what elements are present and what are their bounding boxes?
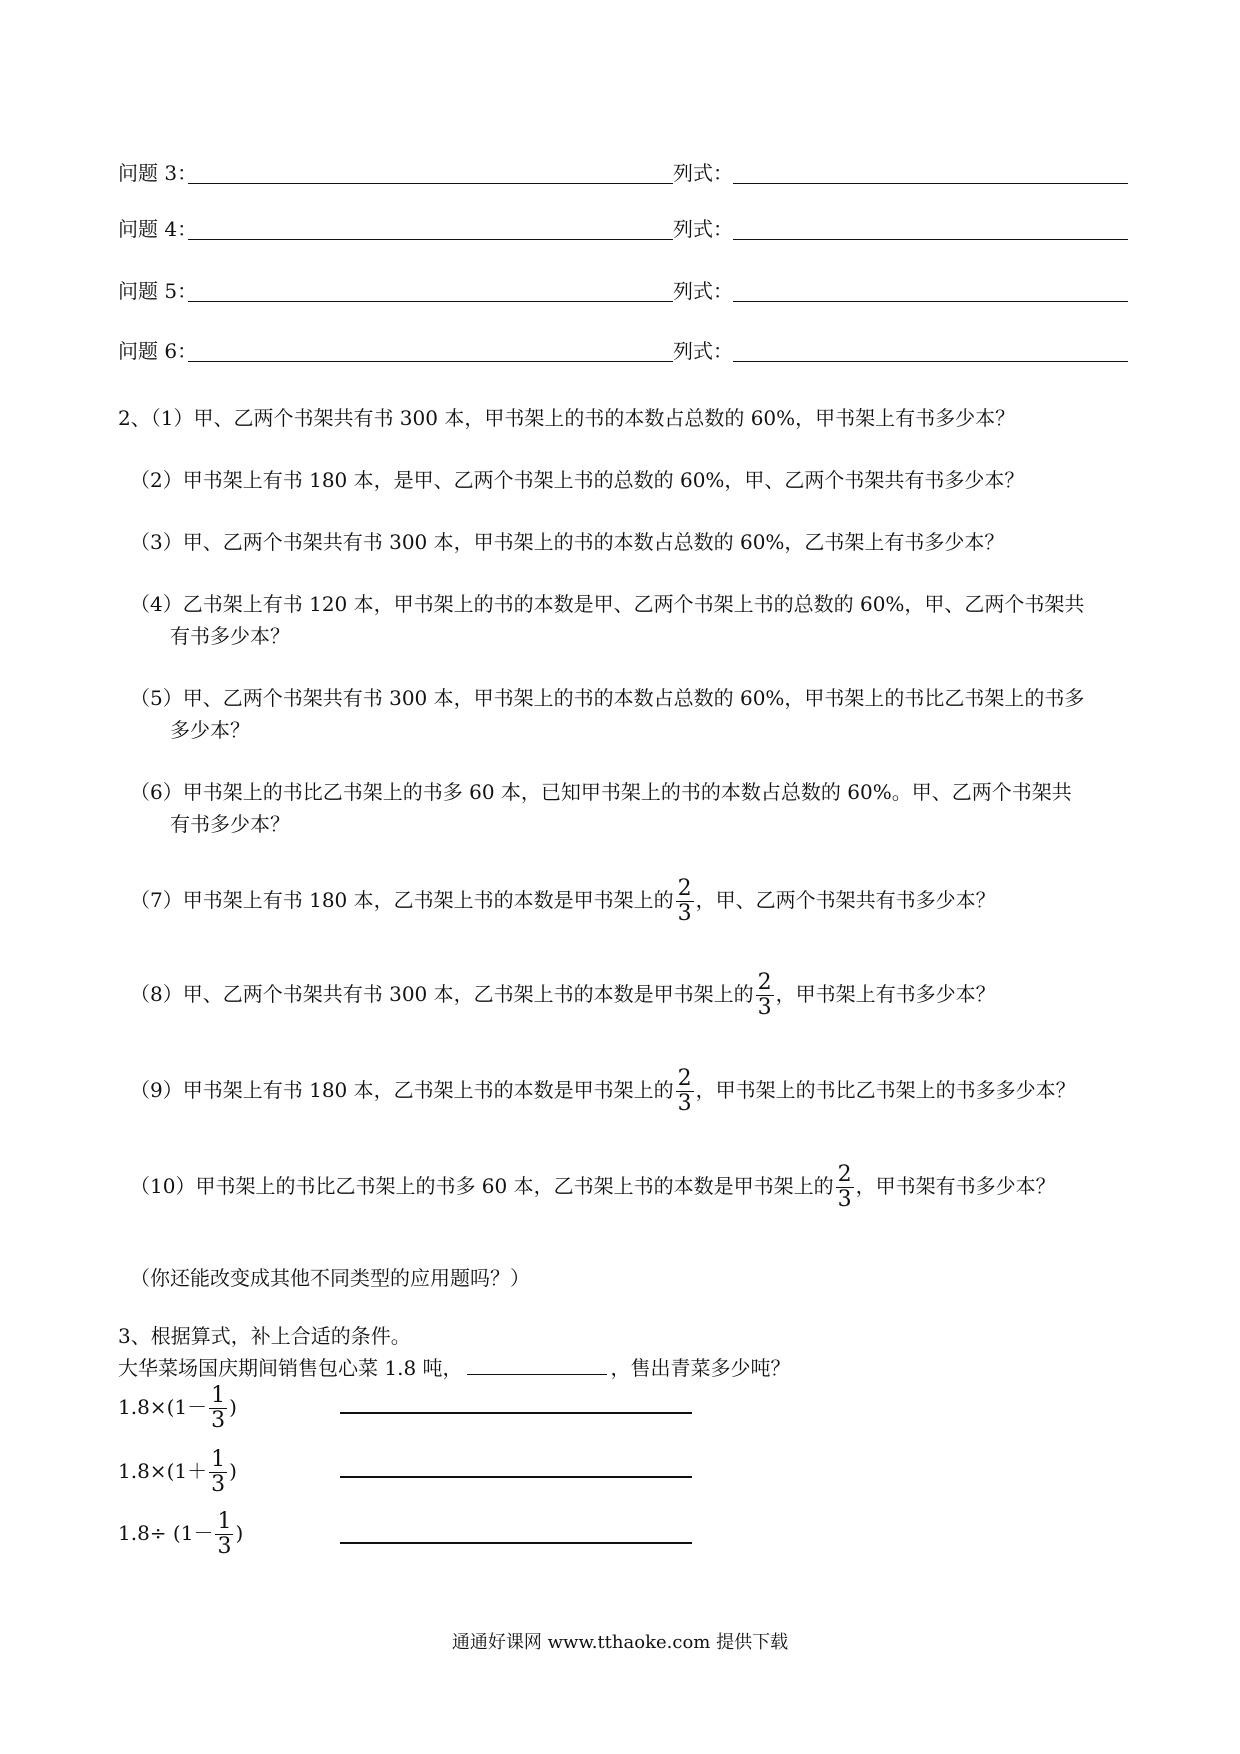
problem-item-10 bbox=[130, 1158, 1135, 1214]
formula-label: 列式： bbox=[673, 213, 737, 242]
fraction-two-thirds: $\frac{2}{3}$ bbox=[757, 970, 772, 1020]
formula-3-answer-line[interactable] bbox=[340, 1542, 692, 1544]
formula-answer-line[interactable] bbox=[733, 239, 1128, 240]
item-text: 甲、乙两个书架共有书 300 本，甲书架上的书的本数占总数的 60%，甲书架上的书比乙书架上的书多 bbox=[182, 686, 1085, 710]
extension-note: （你还能改变成其他不同类型的应用题吗？） bbox=[130, 1266, 530, 1290]
answer-row-3 bbox=[118, 152, 1128, 186]
section3-problem bbox=[118, 1350, 791, 1381]
item-number: （5） bbox=[130, 686, 183, 710]
fraction-one-third: $\frac{1}{3}$ bbox=[211, 1383, 226, 1433]
item-text: 甲书架上的书比乙书架上的书多 60 本，已知甲书架上的书的本数占总数的 60%。甲、乙两个书架共 bbox=[182, 780, 1072, 804]
question-label: 问题 5： bbox=[118, 279, 198, 303]
formula-3: 1.8÷ (1－ $\frac{1}{3}$ ) bbox=[118, 1509, 244, 1559]
problem-item-9 bbox=[130, 1062, 1135, 1118]
formula-label: 列式： bbox=[673, 275, 737, 304]
page-footer: 通通好课网 www.tthaoke.com 提供下载 bbox=[451, 1632, 789, 1653]
item-number: （10） bbox=[130, 1174, 196, 1198]
item-text: 甲、乙两个书架共有书 300 本，乙书架上书的本数是甲书架上的 bbox=[182, 982, 754, 1006]
formula-2: 1.8×(1＋ $\frac{1}{3}$ ) bbox=[118, 1447, 237, 1497]
problem-item-4 bbox=[130, 588, 1135, 652]
answer-row-4 bbox=[118, 208, 1128, 242]
item-text-after: ，甲书架上有书多少本？ bbox=[775, 982, 996, 1006]
section3-title: 3、根据算式，补上合适的条件。 bbox=[118, 1324, 411, 1348]
item-text-continued: 多少本？ bbox=[170, 718, 250, 742]
item-text: 甲书架上有书 180 本，乙书架上书的本数是甲书架上的 bbox=[182, 888, 674, 912]
formula-1-answer-line[interactable] bbox=[340, 1412, 692, 1414]
answer-row-6 bbox=[118, 330, 1128, 364]
formula-label: 列式： bbox=[673, 157, 737, 186]
item-number: 2、（1） bbox=[118, 406, 194, 430]
item-text: 甲书架上有书 180 本，乙书架上书的本数是甲书架上的 bbox=[182, 1078, 674, 1102]
formula-1: 1.8×(1－ $\frac{1}{3}$ ) bbox=[118, 1383, 237, 1433]
fraction-two-thirds: $\frac{2}{3}$ bbox=[677, 876, 692, 926]
formula-answer-line[interactable] bbox=[733, 301, 1128, 302]
item-text: 甲、乙两个书架共有书 300 本，甲书架上的书的本数占总数的 60%，乙书架上有书多少本？ bbox=[182, 530, 1005, 554]
item-text-after: ，甲书架上的书比乙书架上的书多多少本？ bbox=[695, 1078, 1076, 1102]
item-text-after: ，甲书架有书多少本？ bbox=[855, 1174, 1056, 1198]
item-text-after: ，甲、乙两个书架共有书多少本？ bbox=[695, 888, 996, 912]
question-label: 问题 3： bbox=[118, 161, 198, 185]
item-text: 甲书架上有书 180 本，是甲、乙两个书架上书的总数的 60%，甲、乙两个书架共有书多少本？ bbox=[182, 468, 1025, 492]
question-label: 问题 6： bbox=[118, 339, 198, 363]
fraction-one-third: $\frac{1}{3}$ bbox=[211, 1447, 226, 1497]
formula-2-answer-line[interactable] bbox=[340, 1476, 692, 1478]
problem-item-7 bbox=[130, 872, 1135, 928]
item-text-continued: 有书多少本？ bbox=[170, 812, 290, 836]
item-text: 甲、乙两个书架共有书 300 本，甲书架上的书的本数占总数的 60%，甲书架上有书多少本？ bbox=[193, 406, 1016, 430]
problem-item-3 bbox=[130, 526, 1135, 558]
item-number: （7） bbox=[130, 888, 183, 912]
item-number: （6） bbox=[130, 780, 183, 804]
problem-item-1 bbox=[118, 402, 1123, 434]
fraction-two-thirds: $\frac{2}{3}$ bbox=[677, 1066, 692, 1116]
condition-blank[interactable] bbox=[467, 1350, 607, 1375]
answer-row-5 bbox=[118, 270, 1128, 304]
item-text-continued: 有书多少本？ bbox=[170, 624, 290, 648]
problem-item-2 bbox=[130, 464, 1135, 496]
formula-answer-line[interactable] bbox=[733, 361, 1128, 362]
formula-answer-line[interactable] bbox=[733, 183, 1128, 184]
item-number: （2） bbox=[130, 468, 183, 492]
problem-text-after: ，售出青菜多少吨？ bbox=[610, 1356, 791, 1380]
item-number: （9） bbox=[130, 1078, 183, 1102]
question-label: 问题 4： bbox=[118, 217, 198, 241]
item-number: （4） bbox=[130, 592, 183, 616]
problem-item-5 bbox=[130, 682, 1135, 746]
fraction-one-third: $\frac{1}{3}$ bbox=[217, 1509, 232, 1559]
item-number: （3） bbox=[130, 530, 183, 554]
problem-text-before: 大华菜场国庆期间销售包心菜 1.8 吨， bbox=[118, 1356, 463, 1380]
item-text: 甲书架上的书比乙书架上的书多 60 本，乙书架上书的本数是甲书架上的 bbox=[195, 1174, 834, 1198]
formula-label: 列式： bbox=[673, 335, 737, 364]
problem-item-6 bbox=[130, 776, 1135, 840]
item-text: 乙书架上有书 120 本，甲书架上的书的本数是甲、乙两个书架上书的总数的 60%，甲、乙两个书架共 bbox=[182, 592, 1085, 616]
item-number: （8） bbox=[130, 982, 183, 1006]
fraction-two-thirds: $\frac{2}{3}$ bbox=[837, 1162, 852, 1212]
problem-item-8 bbox=[130, 966, 1135, 1022]
